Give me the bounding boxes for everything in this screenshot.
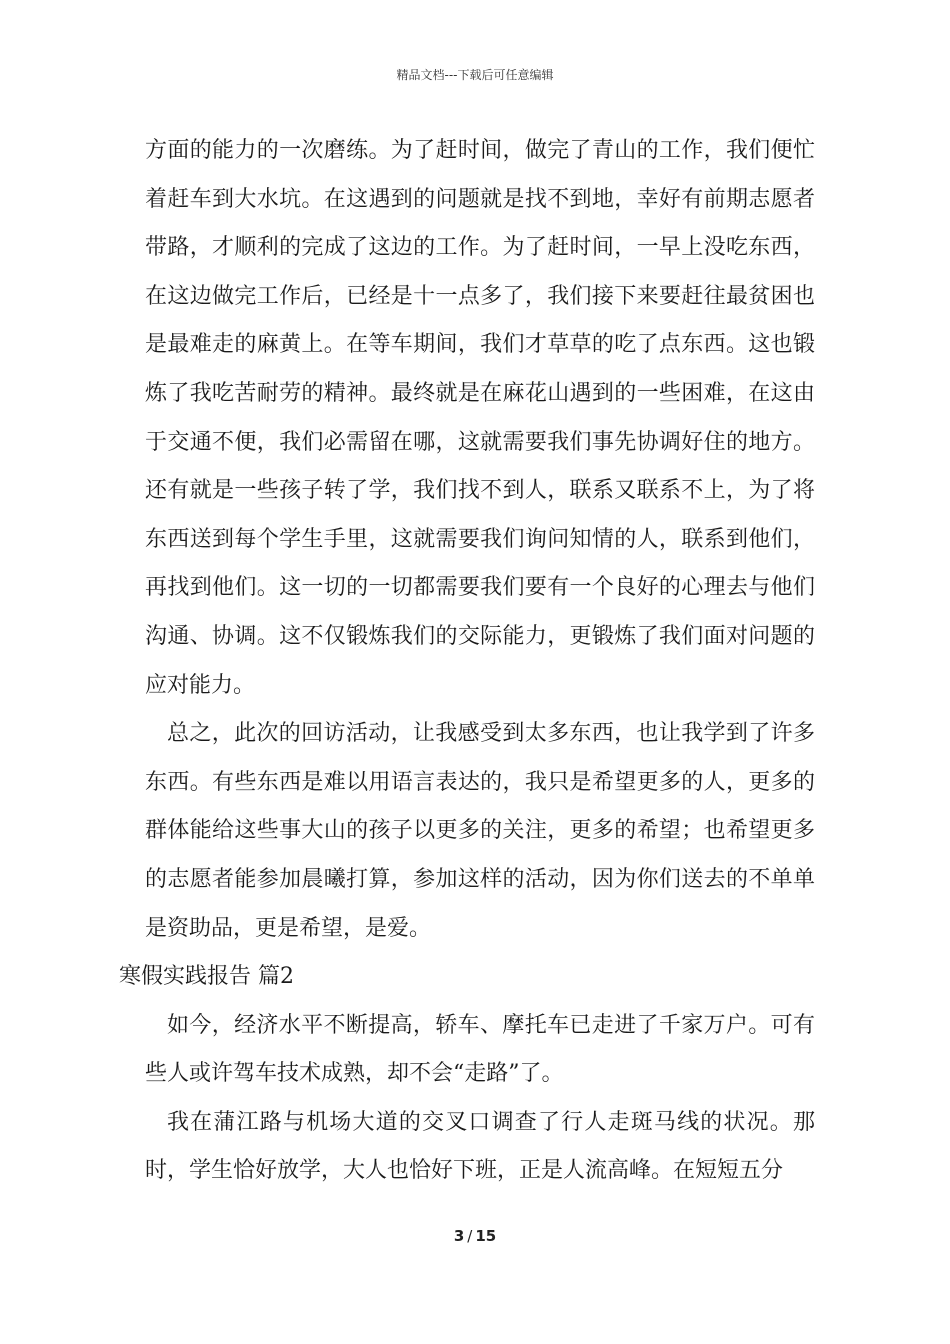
total-pages: 15 (475, 1227, 497, 1245)
paragraph-4: 我在蒲江路与机场大道的交叉口调查了行人走斑马线的状况。那时，学生恰好放学，大人也恰好下班，正是人流高峰。在短短五分 (145, 1109, 815, 1184)
page-separator: / (467, 1227, 473, 1245)
section-heading: 寒假实践报告 篇2 (119, 964, 294, 990)
paragraph-3: 如今，经济水平不断提高，轿车、摩托车已走进了千家万户。可有些人或许驾车技术成熟，却不会“走路”了。 (145, 1012, 815, 1087)
page-number (0, 1227, 950, 1245)
current-page: 3 (453, 1227, 465, 1245)
page-header: 精品文档---下载后可任意编辑 (396, 68, 554, 82)
paragraph-2: 总之，此次的回访活动，让我感受到太多东西，也让我学到了许多东西。有些东西是难以用语言表达的，我只是希望更多的人，更多的群体能给这些事大山的孩子以更多的关注，更多的希望；也希望更多的志愿者能参加晨曦打算，参加这样的活动，因为你们送去的不单单是资助品，更是希望，是爱。 (145, 721, 815, 941)
paragraph-1: 方面的能力的一次磨练。为了赶时间，做完了青山的工作，我们便忙着赶车到大水坑。在这遇到的问题就是找不到地，幸好有前期志愿者带路，才顺利的完成了这边的工作。为了赶时间，一早上没吃东西，在这边做完工作后，已经是十一点多了，我们接下来要赶往最贫困也是最难走的麻黄上。在等车期间，我们才草草的吃了点东西。这也锻炼了我吃苦耐劳的精神。最终就是在麻花山遇到的一些困难，在这由于交通不便，我们必需留在哪，这就需要我们事先协调好住的地方。还有就是一些孩子转了学，我们找不到人，联系又联系不上，为了将东西送到每个学生手里，这就需要我们询问知情的人，联系到他们，再找到他们。这一切的一切都需要我们要有一个良好的心理去与他们沟通、协调。这不仅锻炼我们的交际能力，更锻炼了我们面对问题的应对能力。 (145, 138, 815, 698)
document-body (119, 127, 815, 1196)
